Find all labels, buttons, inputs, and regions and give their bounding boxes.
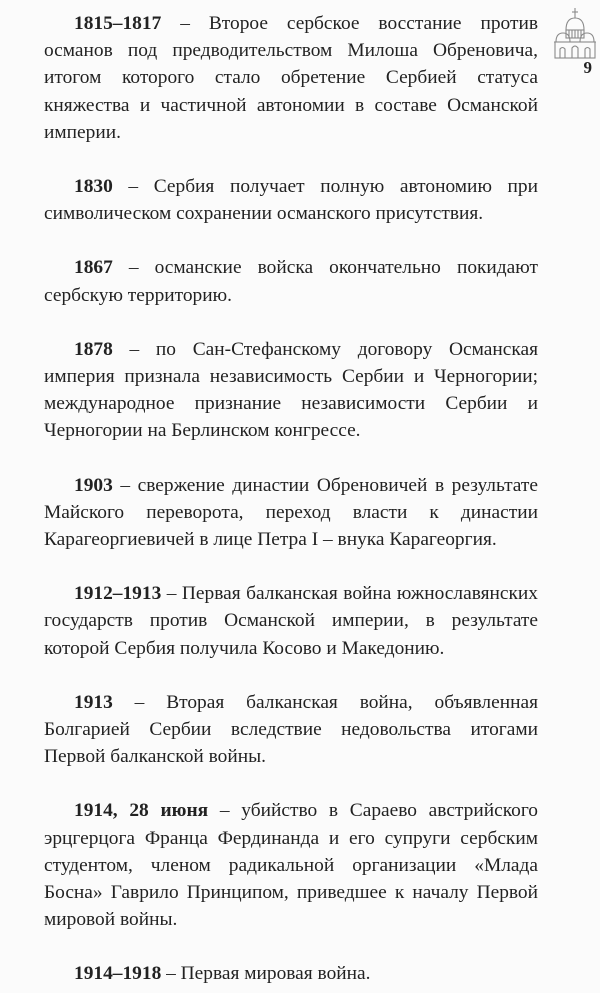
entry-date: 1914–1918 [74, 963, 162, 985]
entry-date: 1913 [74, 691, 113, 713]
chronology-entry [44, 472, 538, 554]
entry-date: 1903 [74, 474, 113, 496]
entry-text: – Сербия получает полную автономию при символическом сохранении османского присутствия. [44, 176, 538, 225]
entry-date: 1878 [74, 338, 113, 360]
entry-date: 1912–1913 [74, 583, 162, 605]
chronology-entry [44, 960, 538, 987]
entry-text: – свержение династии Обреновичей в результате Майского переворота, переход власти к династии Карагеоргиевичей в лице Петра I – внука Карагеоргия. [44, 474, 538, 551]
chronology-entry [44, 336, 538, 445]
chronology-entry [44, 10, 538, 146]
chronology-entry [44, 797, 538, 933]
entry-text: – Второе сербское восстание против османов под предводительством Милоша Обреновича, итогом которого стало обретение Сербией статуса княжества и частичной автономии в составе Османской империи. [44, 13, 538, 143]
entry-date: 1867 [74, 257, 113, 279]
entry-text: – по Сан-Стефанскому договору Османская империя признала независимость Сербии и Черногории; международное признание независимости Сербии и Черногории на Берлинском конгрессе. [44, 338, 538, 442]
chronology-entry [44, 173, 538, 227]
entry-text: – османские войска окончательно покидают сербскую территорию. [44, 257, 538, 306]
entry-text: – Первая мировая война. [161, 963, 371, 985]
chronology-entry [44, 254, 538, 308]
entry-text: – Вторая балканская война, объявленная Болгарией Сербии вследствие недовольства итогами Первой балканской войны. [44, 691, 538, 768]
entry-date: 1815–1817 [74, 13, 162, 34]
chronology-entry [44, 580, 538, 662]
church-dome-icon [552, 6, 598, 62]
entry-date: 1830 [74, 176, 113, 198]
entry-text: – Первая балканская война южнославянских государств против Османской империи, в результате которой Сербия получила Косово и Македонию. [44, 583, 538, 659]
chronology-list [44, 10, 538, 988]
entry-date: 1914, 28 июня [74, 800, 209, 822]
entry-text: – убийство в Сараево австрийского эрцгерцога Франца Фердинанда и его супруги сербским студентом, членом радикальной организации «Млада Босна» Гаврило Принципом, приведшее к началу Первой мировой войны. [44, 800, 538, 931]
chronology-entry [44, 689, 538, 771]
page-number: 9 [583, 58, 592, 77]
